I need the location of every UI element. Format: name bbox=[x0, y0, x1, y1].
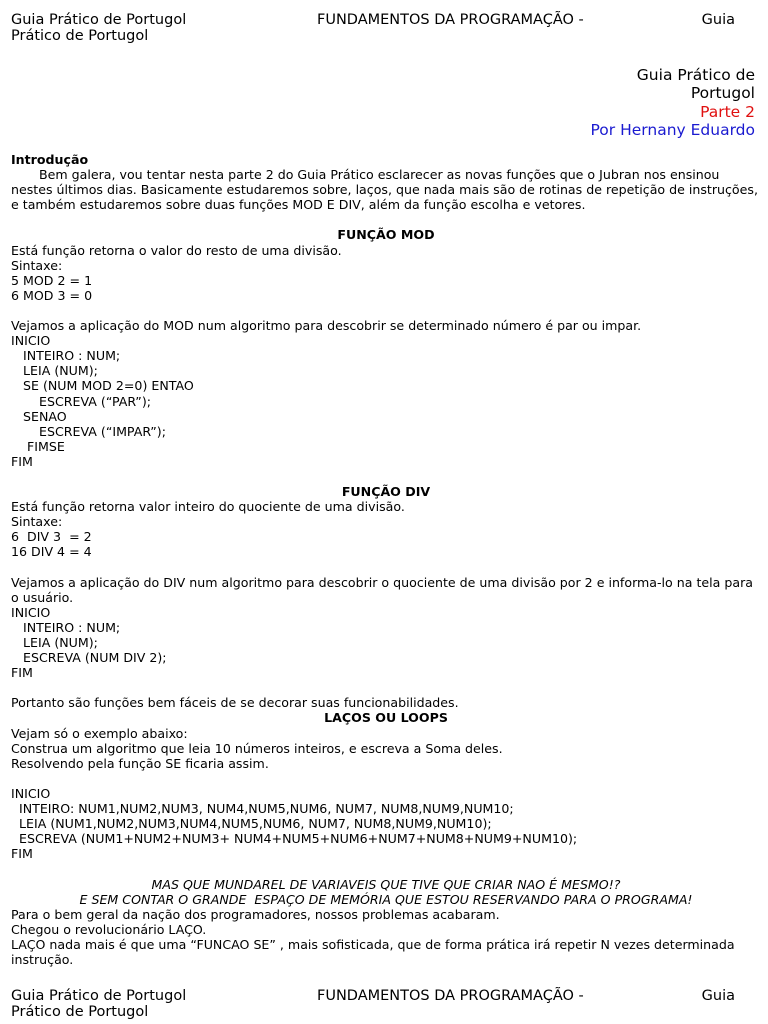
div-syntax-label: Sintaxe: bbox=[11, 514, 63, 530]
part-label: Parte 2 bbox=[700, 102, 755, 121]
loops-paragraph-2: Chegou o revolucionário LAÇO. bbox=[11, 921, 207, 937]
mod-application: Vejamos a aplicação do MOD num algoritmo para descobrir se determinado número é par ou impar. bbox=[11, 318, 642, 334]
code-line: ESCREVA (NUM DIV 2); bbox=[11, 650, 167, 666]
title-line1: Guia Prático de bbox=[636, 66, 755, 84]
loops-heading: LAÇOS OU LOOPS bbox=[324, 710, 448, 726]
code-line: LEIA (NUM); bbox=[11, 363, 98, 379]
header-center: FUNDAMENTOS DA PROGRAMAÇÃO - bbox=[317, 12, 584, 28]
document-body bbox=[11, 152, 761, 967]
loops-line3: Resolvendo pela função SE ficaria assim. bbox=[11, 755, 269, 771]
code-line: ESCREVA (“PAR”); bbox=[11, 393, 151, 409]
mod-desc: Está função retorna o valor do resto de uma divisão. bbox=[11, 242, 342, 258]
div-heading: FUNÇÃO DIV bbox=[341, 484, 431, 500]
code-line: FIMSE bbox=[11, 438, 65, 454]
header-right: Guia bbox=[701, 12, 735, 28]
loops-paragraph-3: LAÇO nada mais é que uma “FUNCAO SE” , mais sofisticada, que de forma prática irá repetir N vezes determinada instrução. bbox=[11, 936, 739, 967]
footer-left: Guia Prático de Portugol bbox=[11, 988, 187, 1004]
code-line: FIM bbox=[11, 453, 33, 469]
code-line: LEIA (NUM); bbox=[11, 635, 98, 650]
code-line: ESCREVA (“IMPAR”); bbox=[11, 423, 166, 439]
footer-center: FUNDAMENTOS DA PROGRAMAÇÃO - bbox=[317, 988, 584, 1004]
code-line: SE (NUM MOD 2=0) ENTAO bbox=[11, 378, 194, 394]
author-label: Por Hernany Eduardo bbox=[590, 120, 755, 139]
italic-remark-1: MAS QUE MUNDAREL DE VARIAVEIS QUE TIVE QUE CRIAR NAO É MESMO!? bbox=[151, 876, 621, 892]
mod-example-1: 5 MOD 2 = 1 bbox=[11, 272, 93, 288]
code-line: INICIO bbox=[11, 333, 51, 349]
code-line: INTEIRO : NUM; bbox=[11, 348, 121, 364]
code-line: FIM bbox=[11, 665, 33, 681]
header-left: Guia Prático de Portugol bbox=[11, 12, 187, 28]
code-line: INTEIRO: NUM1,NUM2,NUM3, NUM4,NUM5,NUM6, NUM7, NUM8,NUM9,NUM10; bbox=[11, 801, 514, 817]
title-block bbox=[591, 66, 756, 139]
code-line: LEIA (NUM1,NUM2,NUM3,NUM4,NUM5,NUM6, NUM7, NUM8,NUM9,NUM10); bbox=[11, 816, 492, 832]
footer-line2: Prático de Portugol bbox=[11, 1004, 149, 1020]
title-line2: Portugol bbox=[690, 84, 755, 103]
div-example-1: 6 DIV 3 = 2 bbox=[11, 529, 92, 545]
footer-right: Guia bbox=[701, 988, 735, 1004]
code-line: SENAO bbox=[11, 408, 67, 424]
intro-text: Bem galera, vou tentar nesta parte 2 do Guia Prático esclarecer as novas funções que o Jubran nos ensinou nestes últimos dias. Basicamente estudaremos sobre, laços, que nada mais são de rotinas de repetição de instruções, e também estudaremos sobre duas funções MOD E DIV, além da função escolha e vetores. bbox=[11, 167, 762, 213]
loops-line1: Vejam só o exemplo abaixo: bbox=[11, 725, 188, 741]
code-line: ESCREVA (NUM1+NUM2+NUM3+ NUM4+NUM5+NUM6+NUM7+NUM8+NUM9+NUM10); bbox=[11, 831, 578, 847]
code-line: INTEIRO : NUM; bbox=[11, 619, 121, 635]
mod-syntax-label: Sintaxe: bbox=[11, 257, 63, 273]
loops-line2: Construa um algoritmo que leia 10 números inteiros, e escreva a Soma deles. bbox=[11, 740, 503, 756]
italic-remark-2: E SEM CONTAR O GRANDE ESPAÇO DE MEMÓRIA QUE ESTOU RESERVANDO PARA O PROGRAMA! bbox=[79, 891, 693, 907]
div-application: Vejamos a aplicação do DIV num algoritmo para descobrir o quociente de uma divisão por 2 e informa-lo na tela para o usuário. bbox=[11, 574, 757, 605]
intro-heading: Introdução bbox=[11, 152, 89, 167]
div-closing: Portanto são funções bem fáceis de se decorar suas funcionabilidades. bbox=[11, 695, 459, 711]
code-line: INICIO bbox=[11, 785, 51, 801]
div-desc: Está função retorna valor inteiro do quociente de uma divisão. bbox=[11, 499, 405, 515]
mod-example-2: 6 MOD 3 = 0 bbox=[11, 287, 93, 303]
code-line: FIM bbox=[11, 846, 33, 862]
mod-heading: FUNÇÃO MOD bbox=[337, 227, 435, 243]
loops-paragraph-1: Para o bem geral da nação dos programadores, nossos problemas acabaram. bbox=[11, 906, 500, 922]
code-line: INICIO bbox=[11, 604, 51, 620]
header-line2: Prático de Portugol bbox=[11, 28, 149, 44]
div-example-2: 16 DIV 4 = 4 bbox=[11, 544, 92, 560]
